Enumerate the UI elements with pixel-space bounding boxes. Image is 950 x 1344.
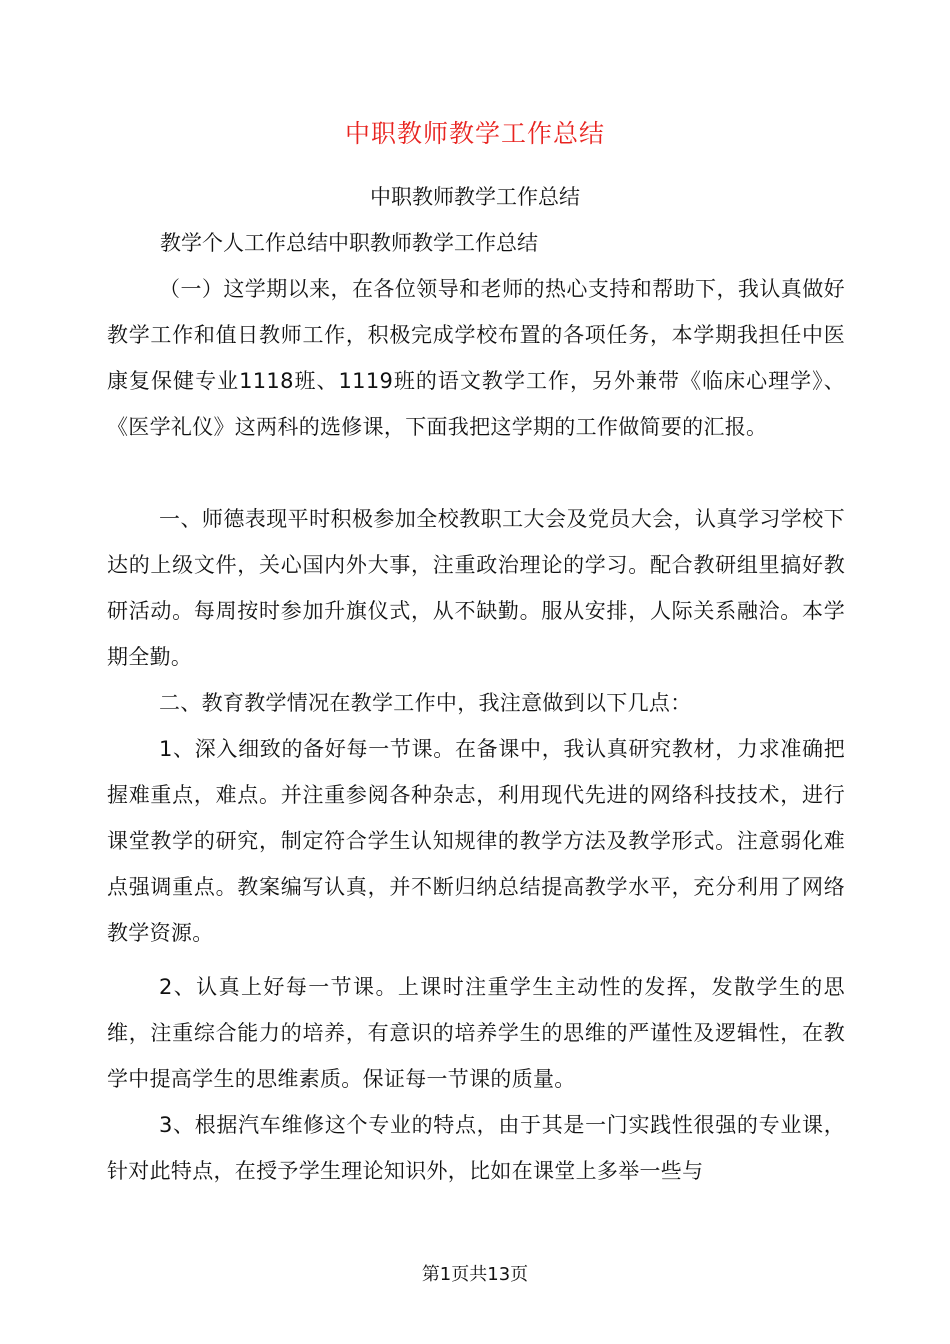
document-subtitle: 中职教师教学工作总结 — [370, 185, 580, 209]
paragraph-text: 二、教育教学情况在教学工作中，我注意做到以下几点： — [159, 691, 692, 715]
paragraph-lesson-prep — [107, 726, 845, 956]
paragraph-specialty — [107, 1102, 845, 1194]
paragraph-ethics — [107, 496, 845, 680]
document-title: 中职教师教学工作总结 — [344, 119, 605, 148]
paragraph-lesson-delivery — [107, 964, 845, 1102]
page-number-footer: 第1页共13页 — [421, 1264, 529, 1285]
paragraph-text: （一）这学期以来，在各位领导和老师的热心支持和帮助下，我认真做好教学工作和值日教师工作，积极完成学校布置的各项任务，本学期我担任中医康复保健专业1118班、1119班的语文教学工作，另外兼带《临床心理学》、《医学礼仪》这两科的选修课，下面我把这学期的工作做简要的汇报。 — [107, 277, 845, 439]
paragraph-teaching-heading — [107, 680, 845, 726]
paragraph-intro — [107, 266, 845, 450]
paragraph-text: 2、认真上好每一节课。上课时注重学生主动性的发挥，发散学生的思维，注重综合能力的培养，有意识的培养学生的思维的严谨性及逻辑性，在教学中提高学生的思维素质。保证每一节课的质量。 — [107, 975, 845, 1091]
intro-line: 教学个人工作总结中职教师教学工作总结 — [160, 231, 538, 255]
paragraph-text: 1、深入细致的备好每一节课。在备课中，我认真研究教材，力求准确把握难重点，难点。并注重参阅各种杂志，利用现代先进的网络科技技术，进行课堂教学的研究，制定符合学生认知规律的教学方法及教学形式。注意弱化难点强调重点。教案编写认真，并不断归纳总结提高教学水平，充分利用了网络教学资源。 — [107, 737, 845, 945]
paragraph-text: 3、根据汽车维修这个专业的特点，由于其是一门实践性很强的专业课，针对此特点，在授予学生理论知识外，比如在课堂上多举一些与 — [107, 1113, 845, 1183]
paragraph-text: 一、师德表现平时积极参加全校教职工大会及党员大会，认真学习学校下达的上级文件，关心国内外大事，注重政治理论的学习。配合教研组里搞好教研活动。每周按时参加升旗仪式，从不缺勤。服从安排，人际关系融洽。本学期全勤。 — [107, 507, 845, 669]
